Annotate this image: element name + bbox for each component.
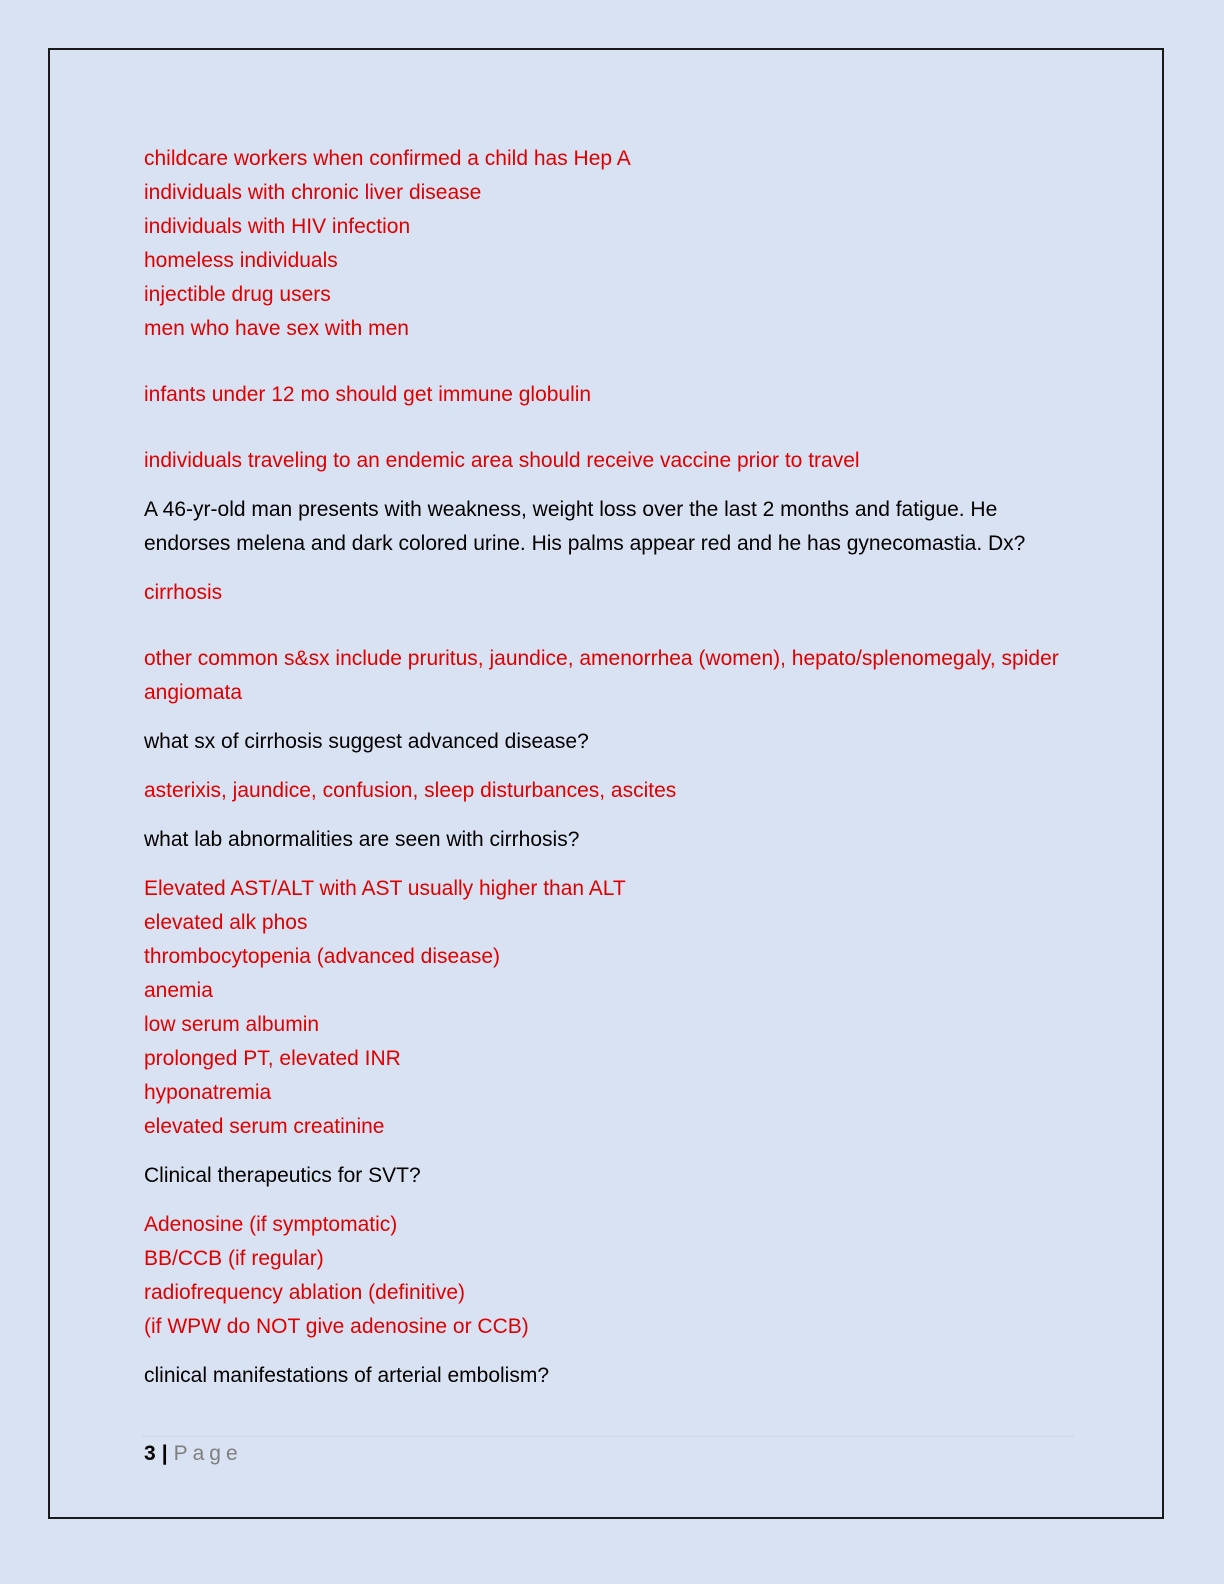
text-line: injectible drug users — [144, 283, 331, 306]
text-line: individuals with chronic liver disease — [144, 181, 482, 204]
text-line: radiofrequency ablation (definitive) — [144, 1281, 466, 1304]
answer-block — [144, 1208, 1084, 1344]
text-line: asterixis, jaundice, confusion, sleep disturbances, ascites — [144, 779, 677, 802]
answer-block — [144, 642, 1084, 710]
text-line: hyponatremia — [144, 1081, 272, 1104]
answer-block — [144, 378, 1084, 412]
document-body — [144, 142, 1084, 1393]
text-line: Adenosine (if symptomatic) — [144, 1213, 398, 1236]
answer-block — [144, 774, 1084, 808]
page-label: Page — [173, 1442, 243, 1465]
text-line: Elevated AST/ALT with AST usually higher than ALT — [144, 877, 626, 900]
answer-block — [144, 142, 1084, 346]
question-text: what lab abnormalities are seen with cirrhosis? — [144, 828, 580, 851]
text-line: low serum albumin — [144, 1013, 320, 1036]
text-line: men who have sex with men — [144, 317, 409, 340]
text-line: anemia — [144, 979, 213, 1002]
text-line: prolonged PT, elevated INR — [144, 1047, 401, 1070]
text-line: childcare workers when confirmed a child has Hep A — [144, 147, 631, 170]
text-line: cirrhosis — [144, 581, 223, 604]
text-line: elevated alk phos — [144, 911, 308, 934]
answer-block — [144, 872, 1084, 1144]
text-line: (if WPW do NOT give adenosine or CCB) — [144, 1315, 529, 1338]
footer-divider — [142, 1436, 1074, 1437]
text-line: elevated serum creatinine — [144, 1115, 385, 1138]
text-line: individuals with HIV infection — [144, 215, 411, 238]
text-line: homeless individuals — [144, 249, 338, 272]
answer-block — [144, 444, 1084, 478]
text-line: thrombocytopenia (advanced disease) — [144, 945, 501, 968]
question-block — [144, 823, 1084, 857]
question-block — [144, 1159, 1084, 1193]
text-line: other common s&sx include pruritus, jaundice, amenorrhea (women), hepato/splenomegaly, spider angiomata — [144, 647, 1059, 704]
footer-separator: | — [161, 1442, 168, 1465]
question-text: A 46-yr-old man presents with weakness, weight loss over the last 2 months and fatigue. He endorses melena and dark colored urine. His palms appear red and he has gynecomastia. Dx? — [144, 498, 1026, 555]
question-block — [144, 1359, 1084, 1393]
question-block — [144, 725, 1084, 759]
question-text: clinical manifestations of arterial embolism? — [144, 1364, 549, 1387]
page-number: 3 — [144, 1442, 156, 1465]
question-text: Clinical therapeutics for SVT? — [144, 1164, 421, 1187]
answer-block — [144, 576, 1084, 610]
question-block — [144, 493, 1084, 561]
text-line: individuals traveling to an endemic area should receive vaccine prior to travel — [144, 449, 860, 472]
question-text: what sx of cirrhosis suggest advanced disease? — [144, 730, 589, 753]
text-line: BB/CCB (if regular) — [144, 1247, 324, 1270]
page-footer — [144, 1440, 243, 1468]
text-line: infants under 12 mo should get immune globulin — [144, 383, 592, 406]
